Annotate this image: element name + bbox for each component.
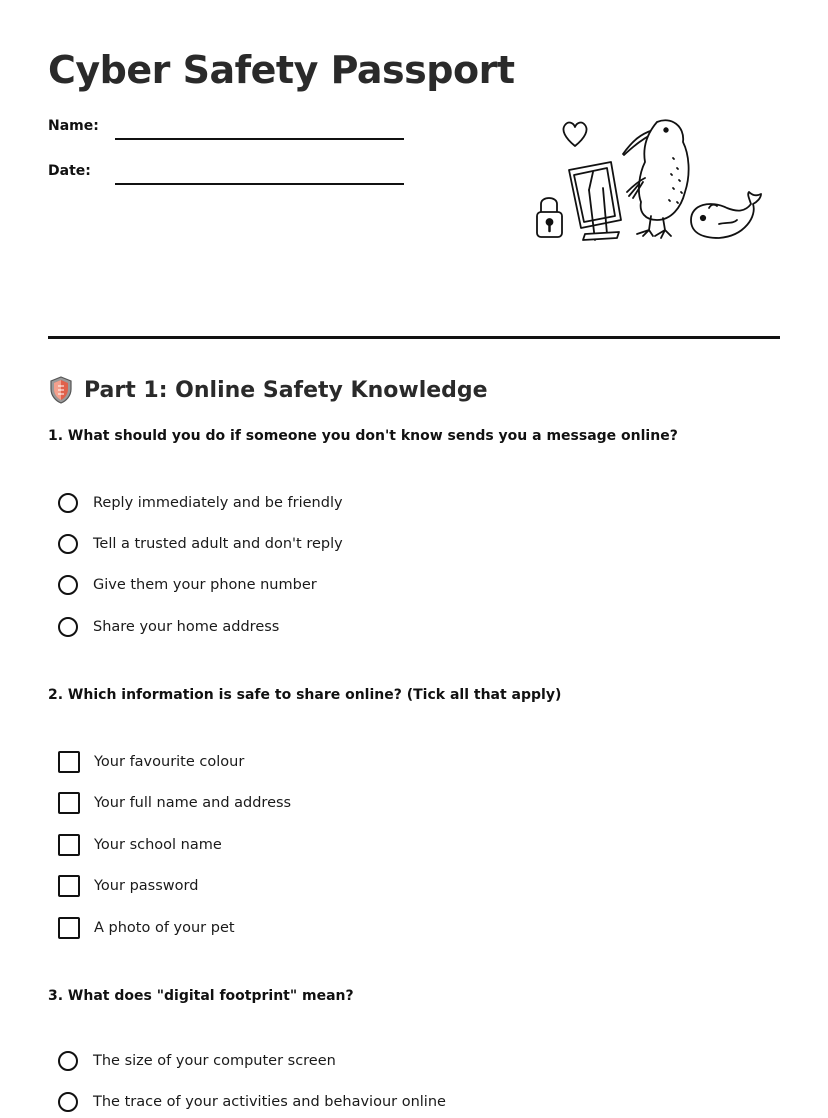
shield-icon: [48, 375, 74, 405]
radio-button[interactable]: [58, 1092, 78, 1112]
q2-option-3[interactable]: [58, 832, 222, 858]
checkbox[interactable]: [58, 875, 80, 897]
part1-heading: Part 1: Online Safety Knowledge: [84, 377, 488, 403]
checkbox[interactable]: [58, 792, 80, 814]
option-label: A photo of your pet: [94, 920, 235, 936]
section-divider: [48, 336, 780, 339]
q1-option-4[interactable]: [58, 614, 279, 640]
radio-button[interactable]: [58, 1051, 78, 1071]
whale-icon: [691, 192, 761, 238]
q1-option-3[interactable]: [58, 572, 317, 598]
q2-option-2[interactable]: [58, 790, 291, 816]
option-label: Your full name and address: [94, 795, 292, 811]
option-label: Reply immediately and be friendly: [93, 495, 343, 511]
name-field-row: [48, 118, 408, 148]
radio-button[interactable]: [58, 493, 78, 513]
option-label: Your password: [94, 878, 199, 894]
date-label: Date:: [48, 163, 91, 179]
radio-button[interactable]: [58, 617, 78, 637]
computer-icon: [569, 162, 621, 240]
q1-option-2[interactable]: [58, 531, 343, 557]
option-label: The trace of your activities and behaviour online: [93, 1094, 446, 1110]
q1-option-1[interactable]: [58, 490, 343, 516]
radio-button[interactable]: [58, 534, 78, 554]
option-label: Give them your phone number: [93, 577, 317, 593]
q2-option-1[interactable]: [58, 749, 244, 775]
option-label: Share your home address: [93, 619, 280, 635]
question-1-text: 1. What should you do if someone you don't know sends you a message online?: [48, 428, 678, 444]
option-label: The size of your computer screen: [93, 1053, 336, 1069]
heart-icon: [563, 123, 586, 146]
q3-option-2[interactable]: [58, 1089, 446, 1115]
part1-heading-row: [48, 374, 488, 406]
option-label: Your favourite colour: [94, 754, 245, 770]
option-label: Your school name: [94, 837, 222, 853]
kiwi-computer-illustration: [533, 112, 768, 247]
padlock-icon: [537, 198, 562, 237]
checkbox[interactable]: [58, 917, 80, 939]
radio-button[interactable]: [58, 575, 78, 595]
option-label: Tell a trusted adult and don't reply: [93, 536, 343, 552]
question-2-text: 2. Which information is safe to share online? (Tick all that apply): [48, 687, 562, 703]
q2-option-4[interactable]: [58, 873, 198, 899]
q2-option-5[interactable]: [58, 915, 235, 941]
kiwi-bird-icon: [623, 120, 689, 238]
page-title: Cyber Safety Passport: [48, 48, 515, 92]
q3-option-1[interactable]: [58, 1048, 336, 1074]
checkbox[interactable]: [58, 751, 80, 773]
worksheet-page: [48, 0, 780, 1118]
date-field-row: [48, 163, 408, 193]
name-label: Name:: [48, 118, 99, 134]
question-3-text: 3. What does "digital footprint" mean?: [48, 988, 354, 1004]
checkbox[interactable]: [58, 834, 80, 856]
date-input-line[interactable]: [115, 183, 404, 185]
name-input-line[interactable]: [115, 138, 404, 140]
